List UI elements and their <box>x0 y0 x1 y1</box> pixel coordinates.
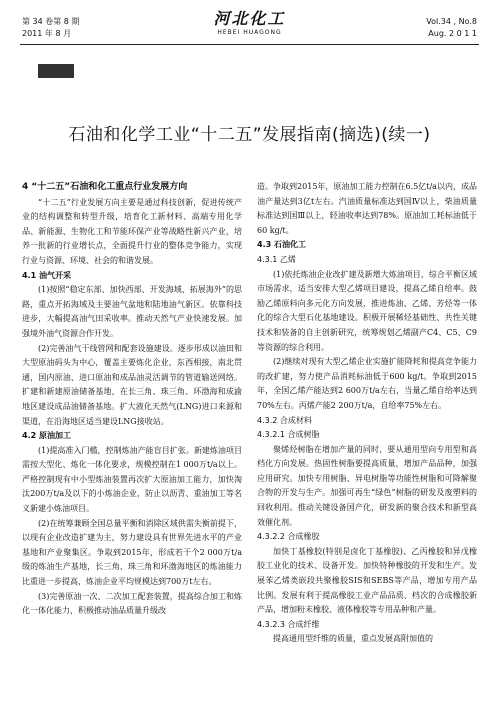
volume-issue-cn: 第 34 卷第 8 期 <box>22 17 80 26</box>
date-en: Aug. 2 0 1 1 <box>428 29 477 38</box>
paragraph: (2)继续对现有大型乙烯企业实施扩能降耗和提高竞争能力的改扩建，努力使产品消耗标油低于600 kg/t。争取到2015年，全国乙烯产能达到2 600万t/a左右，当量乙烯自给率达到70%左右。丙烯产能2 200万t/a，自给率75%左右。 <box>257 357 477 410</box>
volume-issue-en: Vol.34 , No.8 <box>426 17 477 26</box>
paragraph: (3)完善原油一次、二次加工配套装置，提高综合加工和炼化一体化能力，积极推动油品质量升级改 <box>22 591 242 616</box>
paragraph: (2)完善油气干线管网和配套设施建设。逐步形成以油田和大型原油码头为中心，覆盖主要炼化企业，东西相接，南北贯通，国内原油、进口原油和成品油灵活调节的管道输送网络。扩建和新建原油储备基地，在长三角、珠三角、环渤海和成渝地区建设成品油储备基地。扩大液化天然气(LNG)进口来源和渠道，在沿海地区适当建设LNG接收站。 <box>22 343 242 426</box>
subsection-heading: 4.1 油气开采 <box>22 270 71 280</box>
paragraph: 加快丁基橡胶(特别是卤化丁基橡胶)、乙丙橡胶和异戊橡胶工业化的技术、设备开发。加快特种橡胶的开发和生产。发展苯乙烯类嵌段共聚橡胶SIS和SEBS等产品，增加专用产品比例。发展有利于提高橡胶工业产品品质、档次的合成橡胶新产品，增加粉末橡胶、液体橡胶等专用品种和产量。 <box>257 546 477 615</box>
paragraph: (1)依托炼油企业改扩建及新增大炼油项目，综合平衡区域市场需求，适当安排大型乙烯项目建设，提高乙烯自给率。鼓励乙烯原料向多元化方向发展，推进炼油、乙烯、芳烃等一体化的综合大型石化基地建设。积极开展稀烃基础性、共性关键技术和装备的自主创新研究，统筹规划乙烯副产C4、C5、C9等资源的综合利用。 <box>257 269 477 352</box>
paragraph: (2)在统筹兼顾全国总量平衡和消除区域供需失衡前提下，以现有企业改造扩建为主，努力建设具有世界先进水平的产业基地和产业聚集区。争取到2015年，形成若干个2 000万t/a级的炼油生产基地，长三角、珠三角和环渤海地区的炼油能力比重进一步提高，炼油企业平均规模达到700万t左右。 <box>22 518 242 587</box>
paragraph: (1)按照“稳定东部、加快西部、开发海域、拓展海外”的思路，重点开拓海域及主要油气盆地和陆地油气新区。依靠科技进步，大幅提高油气田采收率。推动天然气产业快速发展。加强境外油气资源合作开发。 <box>22 285 242 338</box>
subsection-heading: 4.2 原油加工 <box>22 431 71 441</box>
journal-masthead <box>0 6 499 36</box>
journal-logo: 河北化工 <box>213 9 286 28</box>
header-right <box>426 16 477 40</box>
subsubsection-heading: 4.3.2.2 合成橡胶 <box>257 532 320 542</box>
subsection-heading: 4.3 石油化工 <box>257 240 306 250</box>
paragraph: (1)提高准入门槛，控制炼油产能盲目扩张。新建炼油项目需按大型化、炼化一体化要求，规模控制在1 000万t/a以上。严格控制现有中小型炼油装置再次扩大原油加工能力，加快淘汰200万t/a及以下的小炼油企业，防止以沥青、重油加工等名义新建小炼油项目。 <box>22 445 242 514</box>
subsubsection-heading: 4.3.2.3 合成纤维 <box>257 619 320 629</box>
paragraph: 聚烯烃树脂在增加产量的同时，要从通用型向专用型和高档化方向发展。热固性树脂要提高质量，增加产品品种，加强应用研究。加快专用树脂、异电树脂等功能性树脂和可降解聚合物的开发与生产。加强可再生“绿色”树脂的研发及废塑料的回收利用。推动关键设备国产化，研发新的聚合技术和新型高效催化剂。 <box>257 444 477 527</box>
date-cn: 2011 年 8 月 <box>22 29 72 38</box>
subsubsection-heading: 4.3.2.1 合成树脂 <box>257 430 320 440</box>
journal-pinyin: HEBEI HUAGONG <box>217 29 282 36</box>
article-title: 石油和化学工业“十二五”发展指南(摘选)(续一) <box>68 125 431 145</box>
header-rule <box>20 44 479 45</box>
paragraph: “十二五”行业发展方向主要是通过科技创新，促进传统产业的结构调整和转型升级，培育化工新材料、高端专用化学品、新能源、生物化工和节能环保产业等战略性新兴产业，培养一批新的行业增长点，全面提升行业的整体竞争能力，实现行业与资源、环境、社会的和谐发展。 <box>22 197 242 265</box>
left-column <box>22 180 242 619</box>
right-column <box>257 180 477 647</box>
subsubsection-heading: 4.3.2 合成材料 <box>257 415 312 425</box>
paragraph: 提高通用型纤维的质量，重点发展高附加值的 <box>273 634 433 644</box>
subsubsection-heading: 4.3.1 乙烯 <box>257 254 296 264</box>
paragraph: 造。争取到2015年，原油加工能力控制在6.5亿t/a以内，成品油产量达到3亿t左右。汽油质量标准达到国Ⅳ以上，柴油质量标准达到国Ⅲ以上，轻油收率达到78%。原油加工耗标油低于60 kg/t。 <box>257 182 477 235</box>
section-heading: 4 “十二五”石油和化工重点行业发展方向 <box>22 182 188 192</box>
section-badge <box>38 64 74 78</box>
